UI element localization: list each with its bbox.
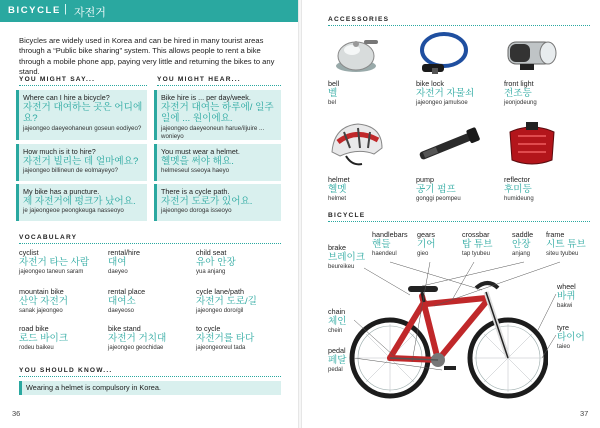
vocab-item [108, 287, 198, 315]
accessory-english: reflector [504, 175, 530, 184]
you-should-know-heading: YOU SHOULD KNOW... [19, 367, 113, 374]
page-number-right: 37 [580, 409, 589, 418]
accessory-romanization: jajeongeo jamulsoe [416, 100, 468, 106]
phrase-korean: 자전거 빌리는 데 얼마예요? [23, 156, 139, 167]
accessory-english: pump [416, 175, 434, 184]
part-english: crossbar [462, 230, 490, 239]
part-english: pedal [328, 346, 346, 355]
part-romanization: pedal [328, 367, 343, 373]
accessory-korean: 벨 [328, 88, 338, 99]
divider [19, 376, 281, 377]
accessory-english: bike lock [416, 79, 444, 88]
vocab-korean: 자전거 도로/길 [196, 296, 257, 307]
vocab-korean: 대여소 [108, 296, 136, 307]
part-english: chain [328, 307, 346, 316]
part-romanization: chein [328, 328, 343, 334]
phrase-korean: 자전거 도로가 있어요. [161, 196, 253, 207]
accessory-korean: 자전거 자물쇠 [416, 88, 475, 99]
vocab-korean: 산악 자전거 [19, 296, 69, 307]
phrase-english: My bike has a puncture. [23, 187, 100, 196]
phrase-box [16, 144, 147, 181]
left-page [0, 0, 298, 428]
vocab-korean: 자전거를 타다 [196, 333, 255, 344]
vocab-item [108, 248, 198, 276]
part-korean: 체인 [328, 316, 347, 327]
part-romanization: tap tyubeu [462, 251, 491, 257]
header-bar [0, 0, 298, 22]
vocab-english: cyclist [19, 248, 39, 257]
bicycle-heading: BICYCLE [328, 212, 366, 219]
vocab-romanization: daeyeoso [108, 308, 135, 314]
phrase-korean: 헬멧을 써야 해요. [161, 156, 234, 167]
vocab-english: rental/hire [108, 248, 140, 257]
accessory-romanization: helmet [328, 196, 347, 202]
vocab-english: mountain bike [19, 287, 64, 296]
divider [157, 85, 281, 86]
vocab-english: child seat [196, 248, 227, 257]
leader-lines [302, 0, 600, 428]
phrase-english: Where can I hire a bicycle? [23, 93, 110, 102]
accessories-heading: ACCESSORIES [328, 16, 390, 23]
part-korean: 탑 튜브 [462, 239, 493, 250]
vocabulary-heading: VOCABULARY [19, 234, 78, 241]
phrase-romanization: jajeongeo daeyeohaneun goseun eodiyeo? [23, 124, 142, 132]
accessory-romanization: jeonjodeung [504, 100, 537, 106]
part-romanization: anjang [512, 251, 531, 257]
header-title-korean: 자전거 [74, 7, 106, 19]
part-romanization: bakwi [557, 303, 573, 309]
you-might-hear-heading: YOU MIGHT HEAR... [157, 76, 241, 83]
phrase-english: Bike hire is ... per day/week. [161, 93, 251, 102]
part-korean: 기어 [417, 239, 436, 250]
vocab-romanization: yua anjang [196, 269, 226, 275]
phrase-english: There is a cycle path. [161, 187, 230, 196]
phrase-english: How much is it to hire? [23, 147, 96, 156]
tip-box: Wearing a helmet is compulsory in Korea. [19, 381, 281, 395]
accessory-english: helmet [328, 175, 350, 184]
vocab-english: bike stand [108, 324, 141, 333]
phrase-box [154, 144, 281, 181]
vocab-korean: 자전거 거치대 [108, 333, 167, 344]
phrase-box [16, 184, 147, 221]
divider [19, 243, 281, 244]
vocab-item [196, 324, 286, 352]
accessory-romanization: humideung [504, 196, 534, 202]
phrase-korean: 제 자전거에 펑크가 났어요. [23, 196, 136, 207]
phrase-korean: 자전거 대여는 하루에/ 일주일에 ... 원이에요. [161, 102, 274, 125]
vocab-romanization: daeyeo [108, 269, 128, 275]
part-english: tyre [557, 323, 569, 332]
phrase-romanization: jajeongeo daeyeoneun harue/iljuire ... wonieyo [161, 124, 265, 140]
phrase-romanization: je jajeongeoe peongkeuga nasseoyo [23, 207, 124, 215]
accessory-english: bell [328, 79, 340, 88]
part-english: wheel [557, 282, 576, 291]
part-romanization: beureikeu [328, 264, 355, 270]
vocab-romanization: jajeongeo taneun saram [19, 269, 84, 275]
part-korean: 핸들 [372, 239, 391, 250]
page-number-left: 36 [12, 409, 21, 418]
part-korean: 안장 [512, 239, 531, 250]
header-title: BICYCLE [8, 5, 61, 16]
vocab-english: to cycle [196, 324, 221, 333]
part-english: saddle [512, 230, 534, 239]
accessory-korean: 전조등 [504, 88, 532, 99]
accessory-korean: 헬멧 [328, 184, 347, 195]
part-english: handlebars [372, 230, 408, 239]
phrase-english: You must wear a helmet. [161, 147, 240, 156]
part-korean: 타이어 [557, 332, 585, 343]
phrase-romanization: jajeongeo billineun de eolmayeyo? [23, 167, 118, 175]
vocab-romanization: jajeongeo doro/gil [196, 308, 244, 314]
intro-paragraph: Bicycles are widely used in Korea and can be hired in many tourist areas through a “Public bike sharing” system. This allows people to rent a bike through a mobile phone app, paying very little and returning the bikes to any stand. [19, 36, 275, 77]
part-english: gears [417, 230, 435, 239]
vocab-korean: 유아 안장 [196, 257, 236, 268]
part-korean: 브레이크 [328, 252, 366, 263]
accessory-korean: 공기 펌프 [416, 184, 456, 195]
part-english: brake [328, 243, 346, 252]
you-might-say-heading: YOU MIGHT SAY... [19, 76, 96, 83]
part-romanization: siteu tyubeu [546, 251, 579, 257]
phrase-korean: 자전거 대여하는 곳은 어디에요? [23, 102, 143, 125]
part-korean: 시트 튜브 [546, 239, 586, 250]
header-separator: | [64, 3, 67, 15]
part-romanization: haendeul [372, 251, 397, 257]
vocab-english: cycle lane/path [196, 287, 244, 296]
phrase-box [154, 184, 281, 221]
part-english: frame [546, 230, 565, 239]
vocab-item [19, 287, 109, 315]
phrase-box [16, 90, 147, 140]
part-romanization: taieo [557, 344, 571, 350]
vocab-english: rental place [108, 287, 146, 296]
divider [19, 85, 147, 86]
accessory-romanization: gonggi peompeu [416, 196, 461, 202]
vocab-romanization: jajeongeoreul tada [196, 345, 246, 351]
vocab-item [196, 248, 286, 276]
vocab-item [196, 287, 286, 315]
vocab-english: road bike [19, 324, 49, 333]
vocab-item [19, 248, 109, 276]
phrase-romanization: helmeseul sseoya haeyo [161, 167, 230, 175]
phrase-box [154, 90, 281, 140]
vocab-romanization: jajeongeo geochidae [108, 345, 164, 351]
accessory-english: front light [504, 79, 534, 88]
vocab-romanization: rodeu baikeu [19, 345, 54, 351]
vocab-item [108, 324, 198, 352]
part-korean: 바퀴 [557, 291, 576, 302]
part-romanization: gieo [417, 251, 429, 257]
accessory-romanization: bel [328, 100, 337, 106]
vocab-romanization: sanak jajeongeo [19, 308, 63, 314]
part-korean: 페달 [328, 355, 347, 366]
vocab-korean: 대여 [108, 257, 127, 268]
accessory-korean: 후미등 [504, 184, 532, 195]
right-page [302, 0, 600, 428]
vocab-item [19, 324, 109, 352]
vocab-korean: 자전거 타는 사람 [19, 257, 90, 268]
vocab-korean: 로드 바이크 [19, 333, 69, 344]
phrase-romanization: jajeongeo doroga isseoyo [161, 207, 232, 215]
